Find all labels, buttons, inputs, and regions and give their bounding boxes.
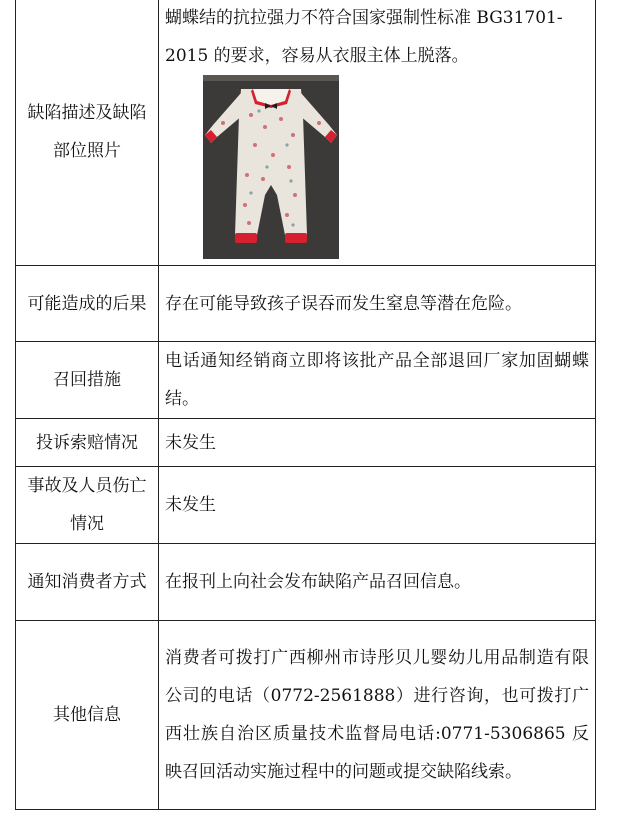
defect-text: 蝴蝶结的抗拉强力不符合国家强制性标准 BG31701-2015 的要求，容易从衣服主体上脱落。 [165,8,563,66]
value-complaints: 未发生 [159,419,596,467]
defect-photo [165,75,589,265]
value-notify: 在报刊上向社会发布缺陷产品召回信息。 [159,544,596,621]
label-consequence: 可能造成的后果 [16,266,159,342]
row-notify [16,544,596,621]
label-complaints: 投诉索赔情况 [16,419,159,467]
value-accidents: 未发生 [159,467,596,544]
value-measures: 电话通知经销商立即将该批产品全部退回厂家加固蝴蝶结。 [159,342,596,419]
row-defect [16,0,596,266]
row-complaints [16,419,596,467]
row-accidents [16,467,596,544]
label-measures: 召回措施 [16,342,159,419]
label-other: 其他信息 [16,621,159,810]
value-other: 消费者可拨打广西柳州市诗彤贝儿婴幼儿用品制造有限公司的电话（0772-2561888）进行咨询，也可拨打广西壮族自治区质量技术监督局电话:0771-5306865 反映召回活动实施过程中的问题或提交缺陷线索。 [159,621,596,810]
label-notify: 通知消费者方式 [16,544,159,621]
label-accidents: 事故及人员伤亡情况 [16,467,159,544]
row-other [16,621,596,810]
baby-romper-photo [203,75,339,259]
row-measures [16,342,596,419]
value-consequence: 存在可能导致孩子误吞而发生窒息等潜在危险。 [159,266,596,342]
recall-info-table [15,0,596,810]
label-defect: 缺陷描述及缺陷部位照片 [16,0,159,266]
value-defect [159,0,596,266]
row-consequence [16,266,596,342]
